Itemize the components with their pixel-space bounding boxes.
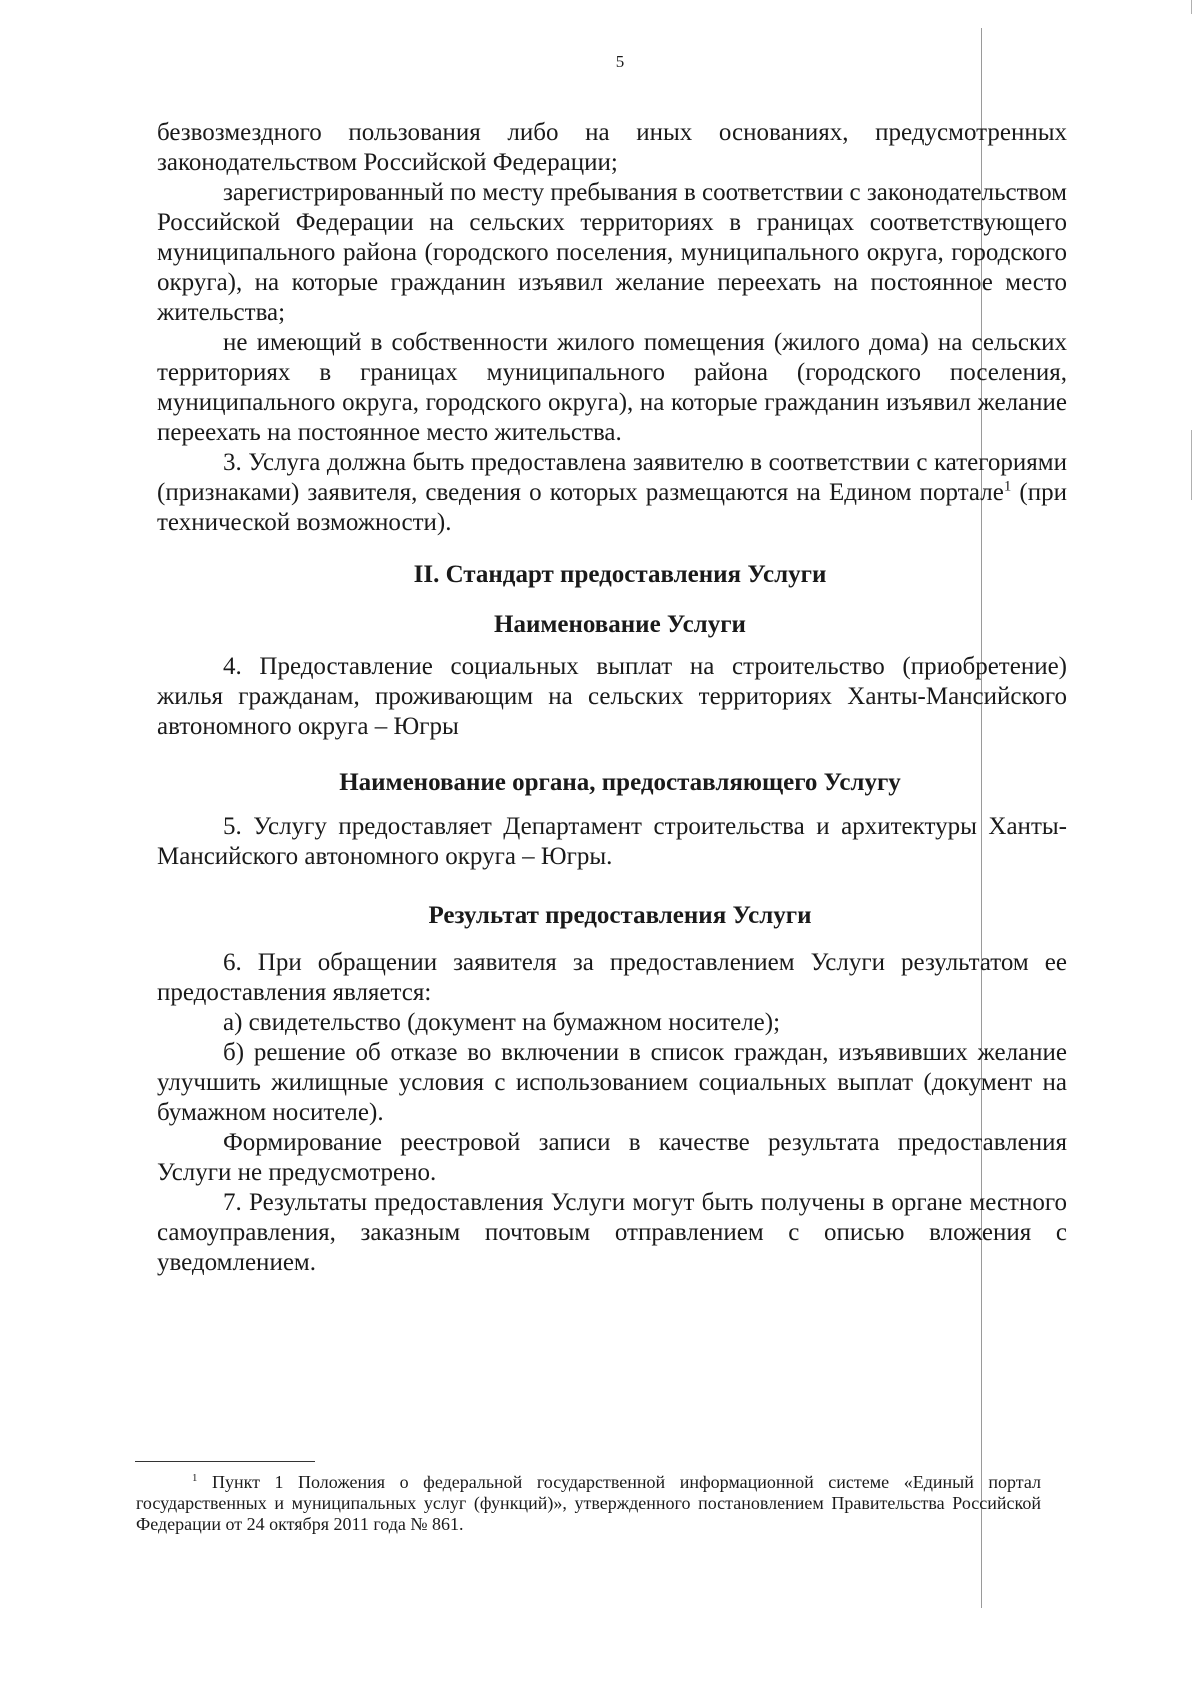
item-5-block [157, 812, 1067, 872]
footnote-marker: 1 [192, 1472, 198, 1484]
item-3-text: 3. Услуга должна быть предоставлена заявителю в соответствии с категориями (признаками) заявителя, сведения о которых размещаются на Едином портале [157, 449, 1067, 506]
footnote [136, 1472, 1041, 1535]
heading-service-name: Наименование Услуги [494, 611, 746, 638]
paragraph-registry-entry: Формирование реестровой записи в качестве результата предоставления Услуги не предусмотрено. [157, 1129, 1067, 1186]
heading-service-result: Результат предоставления Услуги [428, 902, 812, 929]
paragraph-no-property: не имеющий в собственности жилого помещения (жилого дома) на сельских территориях в границах муниципального района (городского поселения, муниципального округа, городского округа), на которые гражданин изъявил желание переехать на постоянное место жительства. [157, 329, 1067, 446]
item-3-tail: (при технической возможности). [157, 479, 1067, 536]
paragraph-item-6: 6. При обращении заявителя за предоставлением Услуги результатом ее предоставления является: [157, 949, 1067, 1006]
paragraph-item-7: 7. Результаты предоставления Услуги могут быть получены в органе местного самоуправления, заказным почтовым отправлением с описью вложения с уведомлением. [157, 1189, 1067, 1276]
paragraph-item-4: 4. Предоставление социальных выплат на строительство (приобретение) жилья гражданам, проживающим на сельских территориях Ханты-Мансийского автономного округа – Югры [157, 653, 1067, 740]
item-4-block [157, 652, 1067, 742]
paragraph-item-5: 5. Услугу предоставляет Департамент строительства и архитектуры Ханты-Мансийского автономного округа – Югры. [157, 813, 1067, 870]
footnote-reference: 1 [1003, 478, 1012, 495]
section-title: II. Стандарт предоставления Услуги [413, 561, 827, 588]
footnote-divider [135, 1461, 315, 1462]
item-6-block [157, 948, 1067, 1278]
heading-providing-body: Наименование органа, предоставляющего Услугу [339, 769, 901, 796]
opening-block [157, 118, 1067, 538]
paragraph-registered-residence: зарегистрированный по месту пребывания в соответствии с законодательством Российской Федерации на сельских территориях в границах соответствующего муниципального района (городского поселения, муниципального округа, городского округа), на которые гражданин изъявил желание переехать на постоянное место жительства; [157, 179, 1067, 326]
paragraph-item-3 [157, 448, 1067, 538]
footnote-text: Пункт 1 Положения о федеральной государственной информационной системе «Единый портал государственных и муниципальных услуг (функций)», утвержденного постановлением Правительства Российской Федерации от 24 октября 2011 года № 861. [136, 1472, 1041, 1534]
paragraph-item-6a: а) свидетельство (документ на бумажном носителе); [223, 1009, 781, 1036]
paragraph-gratuitous-use: безвозмездного пользования либо на иных основаниях, предусмотренных законодательством Российской Федерации; [157, 119, 1067, 176]
scan-edge-mark-top [1191, 0, 1192, 14]
page-number: 5 [615, 52, 625, 71]
scan-edge-mark-middle [1191, 430, 1192, 500]
paragraph-item-6b: б) решение об отказе во включении в список граждан, изъявивших желание улучшить жилищные условия с использованием социальных выплат (документ на бумажном носителе). [157, 1039, 1067, 1126]
